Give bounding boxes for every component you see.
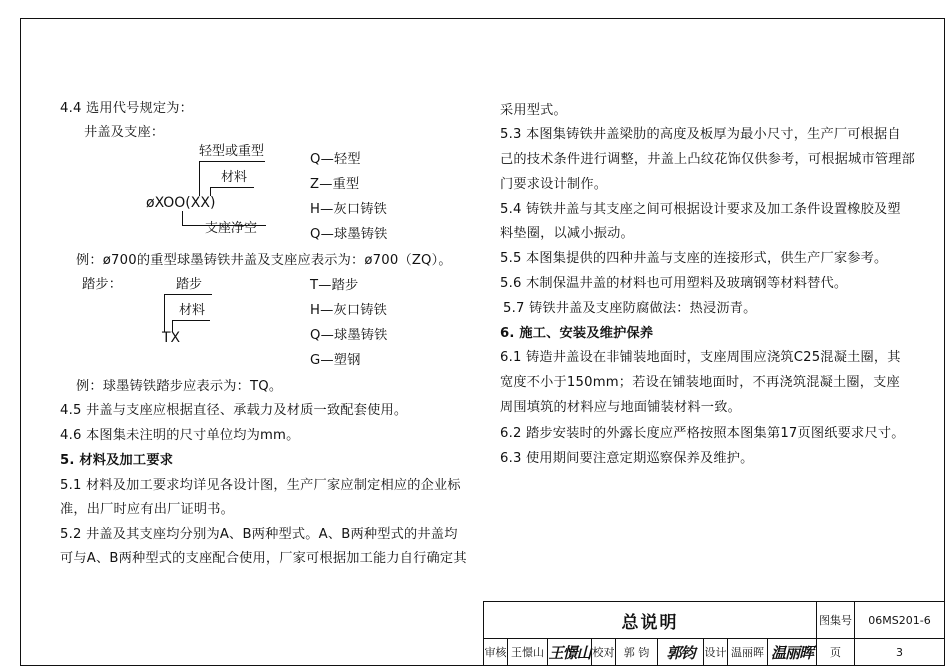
section-5-2-line2: 可与A、B两种型式的支座配合使用，厂家可根据加工能力自行确定其 [60,551,467,566]
legend-light: Q—轻型 [310,152,361,167]
section-6-heading: 6. 施工、安装及维护保养 [500,326,654,341]
atlas-label: 图集号 [817,602,855,639]
drawing-title: 总说明 [484,602,817,639]
section-5-7: 5.7 铸铁井盖及支座防腐做法：热浸沥青。 [503,301,757,316]
cover-code: øXOO(XX) [146,195,216,211]
step-label-material: 材料 [179,303,206,318]
section-4-6: 4.6 本图集未注明的尺寸单位均为mm。 [60,428,300,443]
legend-heavy: Z—重型 [310,177,360,192]
section-5-3-line2: 己的技术条件进行调整，井盖上凸纹花饰仅供参考，可根据城市管理部 [500,152,916,167]
check-signature: 郭钧 [658,639,704,665]
page-number: 3 [896,645,903,659]
cover-example: 例：ø700的重型球墨铸铁井盖及支座应表示为：ø700（ZQ）。 [76,253,452,268]
design-label: 设计 [704,639,728,665]
design-signature: 温丽晖 [768,639,817,665]
legend-grey-iron: H—灰口铸铁 [310,202,388,217]
section-5-1-line1: 5.1 材料及加工要求均详见各设计图，生产厂家应制定相应的企业标 [60,478,461,493]
step-material-underline [172,320,210,321]
step-example: 例：球墨铸铁踏步应表示为：TQ。 [76,379,283,394]
check-name: 郭 钧 [616,639,658,665]
section-4-4-heading: 4.4 选用代号规定为： [60,101,194,116]
review-signature: 王憬山 [548,639,592,665]
title-block [483,601,945,665]
legend-step-grey-iron: H—灰口铸铁 [310,303,388,318]
section-6-1-line3: 周围填筑的材料应与地面铺装材料一致。 [500,400,741,415]
section-5-heading: 5. 材料及加工要求 [60,453,174,468]
atlas-number: 06MS201-6 [855,602,944,639]
weight-underline [199,161,265,162]
legend-ductile-iron: Q—球墨铸铁 [310,227,388,242]
step-label-step: 踏步 [176,277,203,292]
step-label: 踏步： [82,277,123,292]
weight-leader [199,161,200,196]
section-6-1-line2: 宽度不小于150mm；若设在铺装地面时，不再浇筑混凝土圈，支座 [500,375,900,390]
section-6-2: 6.2 踏步安装时的外露长度应严格按照本图集第17页图纸要求尺寸。 [500,426,905,441]
right-line-1: 采用型式。 [500,103,567,118]
step-leader [164,294,165,332]
design-name: 温丽晖 [728,639,768,665]
section-5-3-line1: 5.3 本图集铸铁井盖梁肋的高度及板厚为最小尺寸，生产厂可根据自 [500,127,901,142]
section-5-3-line3: 门要求设计制作。 [500,177,608,192]
label-weight: 轻型或重型 [199,144,265,159]
section-5-5: 5.5 本图集提供的四种井盖与支座的连接形式，供生产厂家参考。 [500,251,888,266]
section-6-3: 6.3 使用期间要注意定期巡察保养及维护。 [500,451,754,466]
legend-step: T—踏步 [310,278,359,293]
step-underline [164,294,212,295]
section-5-2-line1: 5.2 井盖及其支座均分别为A、B两种型式。A、B两种型式的井盖均 [60,527,458,542]
label-support: 支座净空 [205,221,258,236]
review-name: 王憬山 [508,639,548,665]
step-code: TX [162,330,181,346]
check-label: 校对 [592,639,616,665]
review-label: 审核 [484,639,508,665]
support-leader [182,211,183,225]
legend-plastic-steel: G—塑钢 [310,353,361,368]
page-label: 页 [817,639,855,665]
cover-support-label: 井盖及支座： [84,125,165,140]
section-5-4-line2: 料垫圈，以减小振动。 [500,226,634,241]
section-4-5: 4.5 井盖与支座应根据直径、承载力及材质一致配套使用。 [60,403,408,418]
label-material: 材料 [221,170,248,185]
section-5-1-line2: 准，出厂时应有出厂证明书。 [60,502,235,517]
legend-step-ductile-iron: Q—球墨铸铁 [310,328,388,343]
section-5-4-line1: 5.4 铸铁井盖与其支座之间可根据设计要求及加工条件设置橡胶及塑 [500,202,901,217]
section-6-1-line1: 6.1 铸造井盖设在非铺装地面时，支座周围应浇筑C25混凝土圈，其 [500,350,901,365]
section-5-6: 5.6 木制保温井盖的材料也可用塑料及玻璃钢等材料替代。 [500,276,848,291]
material-underline [210,187,254,188]
